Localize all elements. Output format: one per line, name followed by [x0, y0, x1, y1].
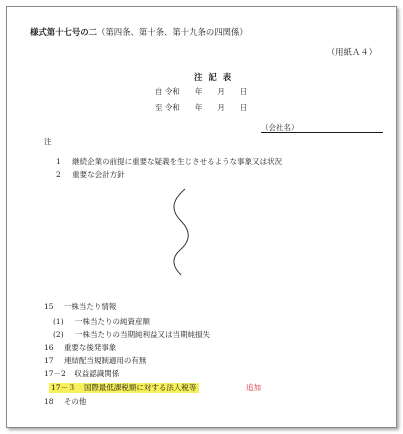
note-subitem-2	[53, 331, 210, 339]
note-item-1	[56, 158, 282, 166]
note-item-2	[56, 171, 125, 179]
note-item-number: (2)	[53, 330, 64, 339]
note-item-text: 一株当たり情報	[63, 302, 117, 311]
note-item-number: 18	[44, 397, 54, 406]
note-item-text: 収益認識関係	[74, 369, 120, 378]
form-article-reference: （第四条、第十条、第十九条の四関係）	[97, 27, 248, 37]
paper-size-label: （用紙Ａ４）	[326, 47, 377, 57]
form-number: 様式第十七号の二	[30, 27, 97, 37]
note-item-number: 17－３	[51, 383, 76, 392]
document-title: 注記表	[194, 72, 238, 82]
note-item-text: その他	[63, 397, 87, 406]
note-item-number: (1)	[53, 317, 64, 326]
company-name-label: （会社名）	[261, 123, 299, 132]
note-item-number: 17－2	[44, 369, 66, 378]
note-item-number: 2	[56, 170, 61, 179]
note-item-number: 16	[44, 343, 54, 352]
form-sheet	[6, 6, 397, 428]
note-item-number: 17	[44, 356, 54, 365]
note-item-text: 重要な後発事象	[63, 343, 117, 352]
period-to: 至 令和 年 月 日	[155, 103, 248, 112]
note-item-number: 15	[44, 302, 54, 311]
note-item-text: 重要な会計方針	[72, 170, 125, 179]
note-item-17	[44, 357, 146, 365]
note-item-15	[44, 303, 116, 311]
note-item-text: 継続企業の前提に重要な疑義を生じさせるような事象又は状況	[72, 157, 283, 166]
note-item-text: 連結配当規制適用の有無	[63, 356, 147, 365]
note-item-17-2	[44, 370, 119, 378]
note-item-text: 一株当たりの当期純利益又は当期純損失	[75, 330, 211, 339]
company-name-underline	[261, 132, 383, 133]
notes-label: 注	[44, 137, 52, 146]
note-item-text: 一株当たりの純資産額	[75, 317, 151, 326]
note-item-text: 国際最低課税額に対する法人税等	[83, 383, 197, 392]
note-item-number: 1	[56, 157, 61, 166]
note-item-16	[44, 344, 116, 352]
form-heading	[30, 28, 248, 36]
note-item-18	[44, 398, 86, 406]
period-from: 自 令和 年 月 日	[155, 87, 248, 96]
omission-wave-mark	[167, 187, 197, 277]
note-subitem-1	[53, 318, 150, 326]
added-annotation: 追加	[246, 383, 261, 392]
note-item-17-3-highlighted	[49, 383, 199, 393]
